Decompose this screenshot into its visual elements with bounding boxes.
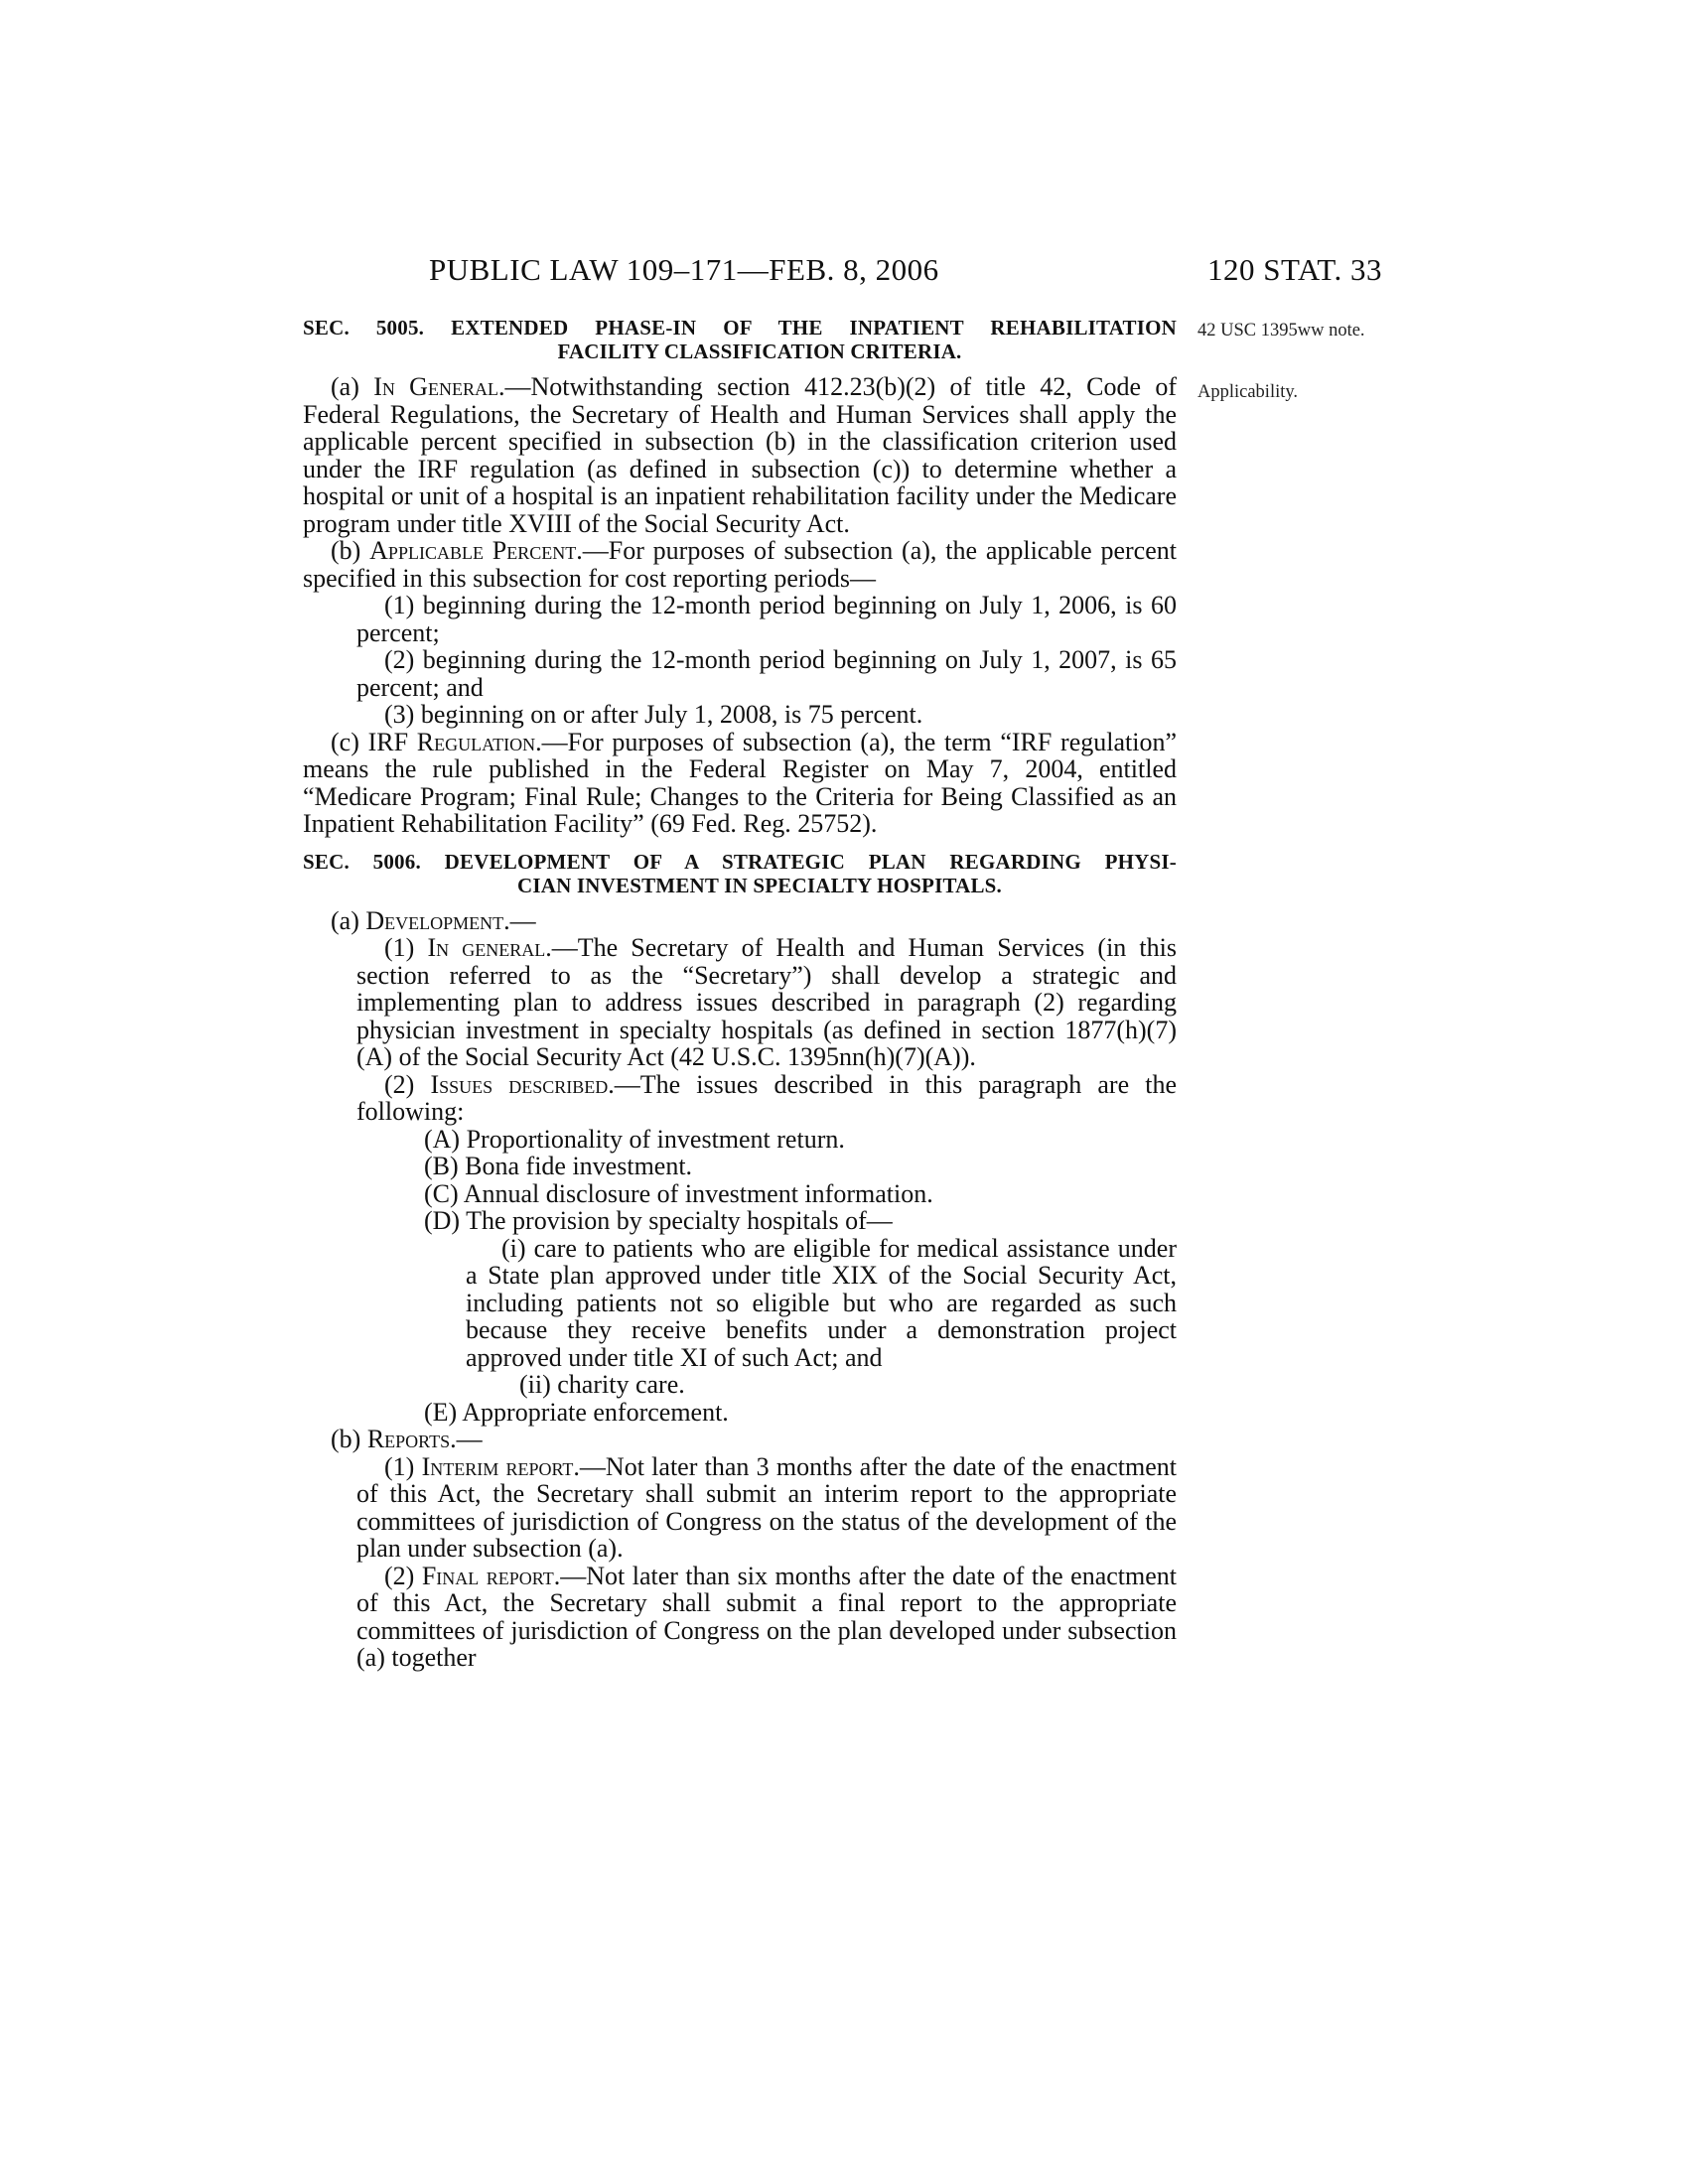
sec5005-b-paragraph-2: (2) beginning during the 12-month period beginning on July 1, 2007, is 65 percent; and [356,645,1177,702]
running-head-stat: 120 STAT. 33 [1206,252,1382,287]
sec5006-issue-B: (B) Bona fide investment. [424,1152,693,1180]
sec5005-subsection-a: (a) In General.—Notwithstanding section 412.23(b)(2) of title 42, Code of Federal Regulations, the Secretary of Health and Human Services shall apply the applicable percent specified in subsection (b) in the classification criterion used under the IRF regulation (as defined in subsection (c)) to determine whether a hospital or unit of a hospital is an inpatient rehabilitation facility under the Medicare program under title XVIII of the Social Security Act. [303,372,1177,538]
sec5006-subsection-b: (b) Reports.— [331,1425,483,1453]
sec5005-b-paragraph-1: (1) beginning during the 12-month period beginning on July 1, 2006, is 60 percent; [356,591,1177,647]
section-5005-heading: SEC. 5005. EXTENDED PHASE-IN OF THE INPATIENT REHABILITATION FACILITY CLASSIFICATION CRITERIA. [303,316,1177,363]
sec5006-issue-A: (A) Proportionality of investment return. [424,1124,845,1154]
margin-note-usc: 42 USC 1395ww note. [1197,321,1365,341]
section-5006-heading: SEC. 5006. DEVELOPMENT OF A STRATEGIC PLAN REGARDING PHYSI- CIAN INVESTMENT IN SPECIALTY HOSPITALS. [303,849,1177,897]
sec5006-a-paragraph-2: (2) Issues described.—The issues described in this paragraph are the following: [356,1069,1177,1126]
page-header [429,252,1382,292]
main-column [303,316,1177,1672]
sec5005-subsection-b: (b) Applicable Percent.—For purposes of subsection (a), the applicable percent specified in this subsection for cost reporting periods— [303,536,1177,593]
sec5006-issue-D: (D) The provision by specialty hospitals of— [424,1206,893,1235]
sec5006-issue-E: (E) Appropriate enforcement. [424,1397,729,1427]
sec5006-issue-D-ii: (ii) charity care. [519,1370,685,1399]
sec5006-b-paragraph-2: (2) Final report.—Not later than six months after the date of the enactment of this Act, the Secretary shall submit a final report to the appropriate committees of jurisdiction of Congress on the plan developed under subsection (a) together [356,1561,1178,1672]
sec5006-issue-D-i: (i) care to patients who are eligible for medical assistance under a State plan approved under title XIX of the Social Security Act, including patients not so eligible but who are regarded as such because they receive benefits under a demonstration project approved under title XI of such Act; and [466,1233,1177,1372]
sec5006-a-paragraph-1: (1) In general.—The Secretary of Health and Human Services (in this section referred to as the “Secretary”) shall develop a strategic and implementing plan to address issues described in paragraph (2) regarding physician investment in specialty hospitals (as defined in section 1877(h)(7)(A) of the Social Security Act (42 U.S.C. 1395nn(h)(7)(A)). [356,933,1177,1071]
sec5005-subsection-c: (c) IRF Regulation.—For purposes of subsection (a), the term “IRF regulation” means the rule published in the Federal Register on May 7, 2004, entitled “Medicare Program; Final Rule; Changes to the Criteria for Being Classified as an Inpatient Rehabilitation Facility” (69 Fed. Reg. 25752). [303,727,1177,838]
running-head-law: PUBLIC LAW 109–171—FEB. 8, 2006 [429,252,939,287]
sec5006-b-paragraph-1: (1) Interim report.—Not later than 3 months after the date of the enactment of this Act, the Secretary shall submit an interim report to the appropriate committees of jurisdiction of Congress on the status of the development of the plan under subsection (a). [356,1451,1177,1563]
sec5005-b-paragraph-3: (3) beginning on or after July 1, 2008, is 75 percent. [384,700,923,729]
sec5006-issue-C: (C) Annual disclosure of investment information. [424,1178,933,1208]
sec5006-subsection-a: (a) Development.— [331,905,536,935]
margin-note-applicability: Applicability. [1197,382,1299,402]
